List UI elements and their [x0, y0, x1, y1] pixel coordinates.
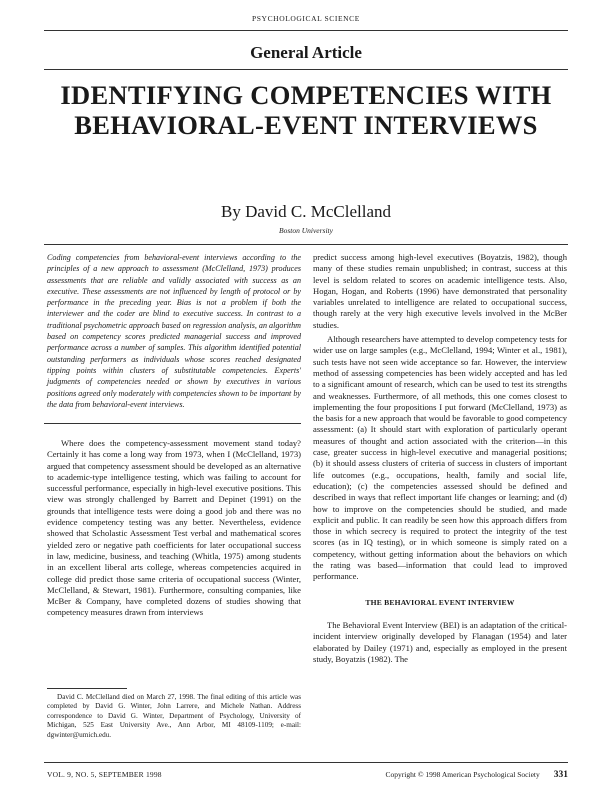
abstract-rule-bottom — [44, 423, 301, 424]
body-paragraph: The Behavioral Event Interview (BEI) is an adaptation of the critical-incident interview originally developed by Flanagan (1954) and later elaborated by Dailey (1971) and, especially as employed in the present study, Boyatzis (1982). The — [313, 619, 567, 664]
body-column-right — [313, 252, 567, 665]
volume-info: VOL. 9, NO. 5, SEPTEMBER 1998 — [47, 770, 162, 779]
article-author: By David C. McClelland — [221, 202, 391, 221]
body-paragraph: predict success among high-level executives (Boyatzis, 1982), though many of these studies remain unpublished; in contrast, success at this level is seldom related to scores on academic intelligence tests. Also, Hogan, Hogan, and Roberts (1996) have demonstrated that personality variables unrelated to intelligence are related to occupational success, though rarely at the very high executive levels involved in the McBer studies. — [313, 252, 567, 330]
body-column-left — [47, 438, 301, 619]
abstract-rule-top — [44, 244, 568, 245]
author-footnote: David C. McClelland died on March 27, 1998. The final editing of this article was completed by David G. Winter, John Larrere, and Michele Nathan. Address correspondence to David G. Winter, Department of Psychology, University of Michigan, 525 East University Ave., Ann Arbor, MI 48109-1109; e-mail: dgwinter@umich.edu. — [47, 693, 301, 739]
section-title: General Article — [250, 43, 362, 62]
body-paragraph: Where does the competency-assessment movement stand today? Certainly it has come a long way from 1973, when I (McClelland, 1973) argued that competency assessment should be developed as an alternative to academic-type intelligence testing, which was failing to account for successful performance, especially in high-level executive positions. This view was strongly challenged by Barrett and Depinet (1991) on the grounds that intelligence tests were doing a good job and there was no evidence competency testing was any better. Nevertheless, evidence showed that Scholastic Assessment Test verbal and mathematical scores yielded zero or negative path coefficients for later occupational success in law, medicine, business, and teaching (Whitla, 1975) among students in an excellent liberal arts college, whereas competencies acquired in college did predict those same criteria of occupational success (Winter, McClelland, & Stewart, 1981). Furthermore, consulting companies, like McBer & Company, have completed dozens of studies showing that competency measures drawn from interviews — [47, 438, 301, 618]
footer-rule — [44, 762, 568, 763]
header-rule-top — [44, 30, 568, 31]
copyright-notice: Copyright © 1998 American Psychological Society — [385, 770, 540, 779]
body-paragraph: Although researchers have attempted to develop competency tests for wider use on large samples (e.g., McClelland, 1994; Winter et al., 1981), such tests have not seen wide acceptance so far. However, the interview method of assessing competencies has been widely accepted and has led to a significant amount of research, which can be used to test its strengths and weaknesses. Furthermore, of all methods, this one comes closest to implementing the four propositions I put forward (McClelland, 1973) as the basis for a new approach that would be favorable to good competency assessment: (a) It should start with exploration of particularly operant measures of thought and action associated with the criterion—in this case, greater success in high-level executive and managerial positions; (b) it should assess clusters of criteria of success in clusters of important life outcomes (e.g., occupations, health, family and social life, education); (c) the competencies assessed should be defined and described in ways that reflect important life changes or learning; and (d) how to improve on the competencies should be studied, and made explicit and public. It can readily be seen how this approach differs from those in which secrecy is required to protect the integrity of the test scores (as in IQ testing), or in which someone is simply rated on a competency, without getting information about the behaviors on which the rating was based—information that could lead to improved performance. — [313, 334, 567, 582]
footnote-rule — [47, 688, 127, 689]
journal-name: PSYCHOLOGICAL SCIENCE — [252, 14, 360, 23]
section-heading: THE BEHAVIORAL EVENT INTERVIEW — [365, 597, 515, 607]
page-number: 331 — [553, 770, 568, 780]
footer-right — [360, 770, 568, 780]
article-title: IDENTIFYING COMPETENCIES WITH BEHAVIORAL-EVENT INTERVIEWS — [60, 80, 552, 140]
abstract: Coding competencies from behavioral-event interviews according to the principles of a new approach to assessment (McClelland, 1973) produces assessments that are reliable and validly associated with success as an executive. These assessments are not influenced by length of protocol or by performance in the preceding year. Bias is not a problem if both the interviewer and the coder are blind to executive success. In contrast to a traditional psychometric approach based on regression analysis, an algorithm based on competency scores predicted managerial success and improved performance across a number of samples. This algorithm identified potential outstanding performers as individuals whose scores reached designated tipping points within clusters of substitutable competencies. Experts' judgments of competencies needed or shown by executives in various positions agreed only moderately with competencies shown to be important by the data from behavioral-event interviews. — [47, 253, 301, 409]
header-rule-bottom — [44, 69, 568, 70]
author-affiliation: Boston University — [279, 226, 333, 235]
